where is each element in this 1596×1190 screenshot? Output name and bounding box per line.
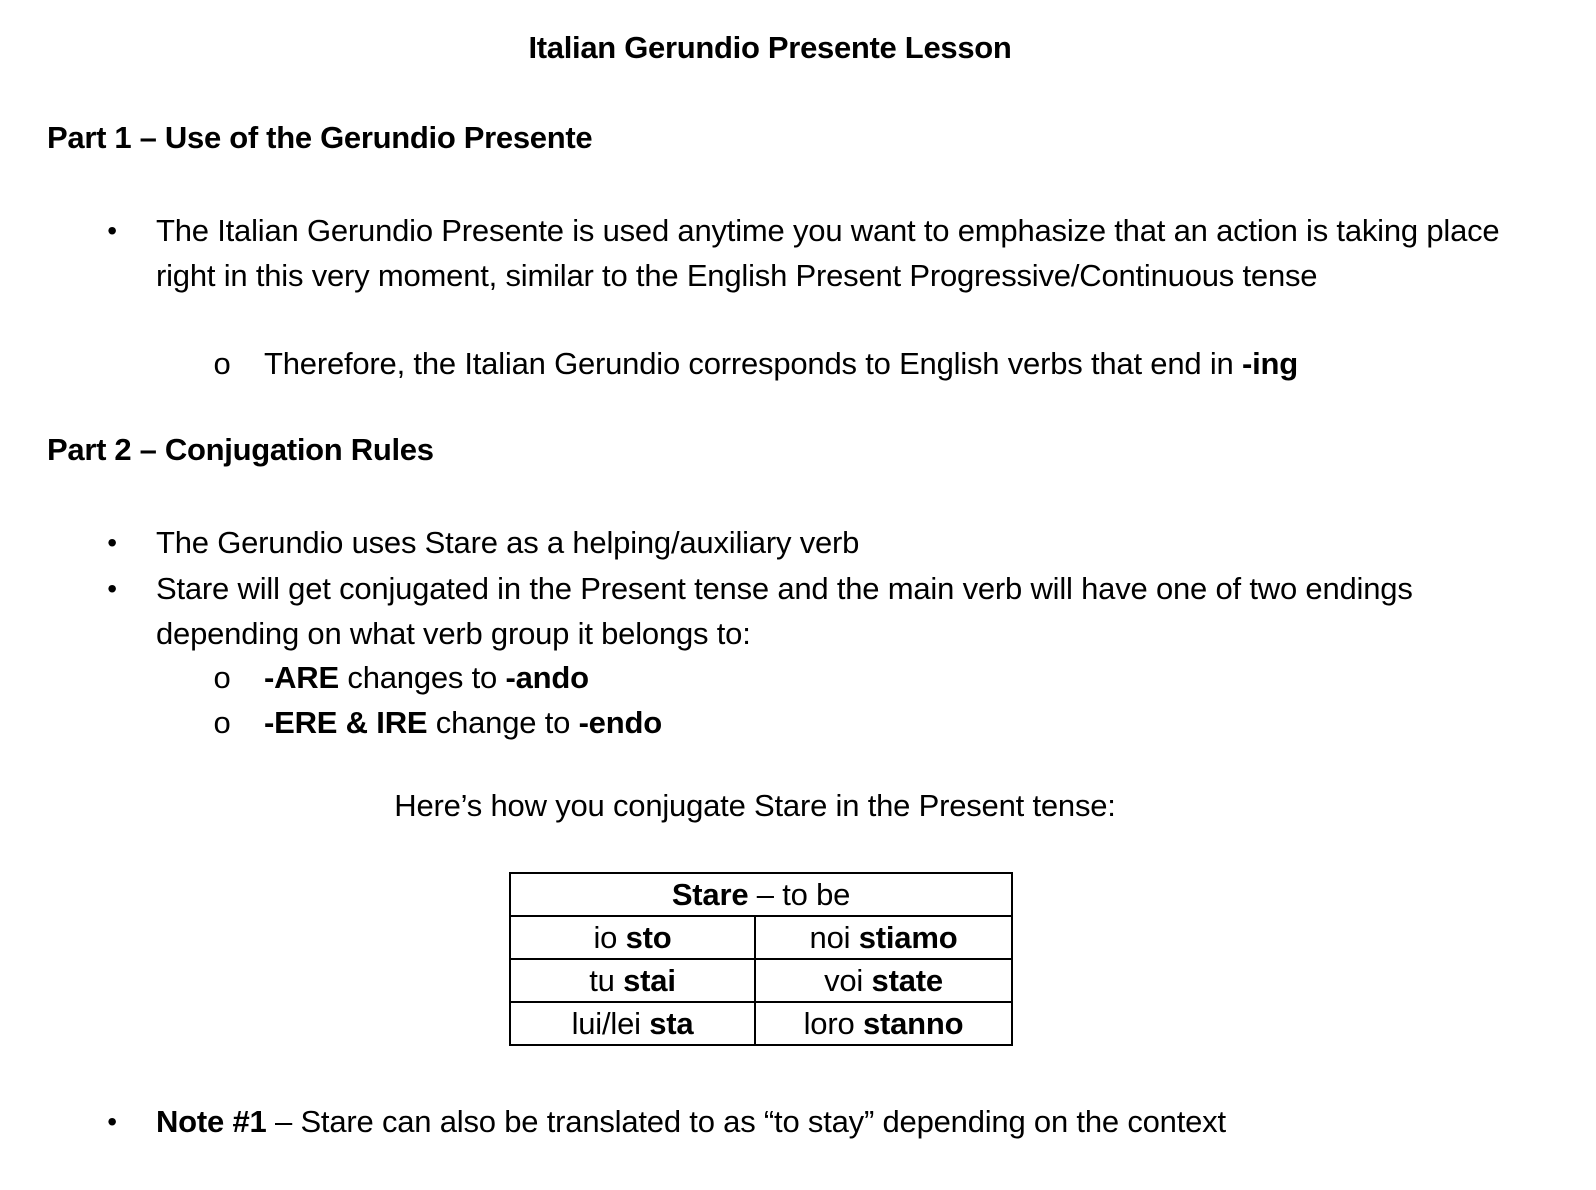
- sub-bullet-icon: o: [213, 346, 231, 381]
- table-cell: [510, 1002, 755, 1045]
- table-cell: [755, 1002, 1012, 1045]
- pronoun: tu: [589, 962, 624, 998]
- table-intro: Here’s how you conjugate Stare in the Present tense:: [394, 788, 1116, 823]
- note1-text: – Stare can also be translated to as “to stay” depending on the context: [266, 1104, 1226, 1139]
- part2-bullet-1-text: The Gerundio uses Stare as a helping/auxiliary verb: [156, 525, 860, 560]
- table-row: [510, 959, 1012, 1002]
- pronoun: io: [593, 919, 626, 955]
- pronoun: lui/lei: [571, 1005, 650, 1041]
- part2-heading: Part 2 – Conjugation Rules: [47, 432, 434, 467]
- sub-bullet-icon: o: [213, 705, 231, 740]
- verb-form: sto: [625, 919, 672, 955]
- bullet-icon: •: [107, 1106, 117, 1137]
- pronoun: noi: [809, 919, 859, 955]
- table-cell: [510, 916, 755, 959]
- table-row: [510, 916, 1012, 959]
- part1-heading: Part 1 – Use of the Gerundio Presente: [47, 120, 593, 155]
- pronoun: voi: [824, 962, 872, 998]
- table-cell: [755, 959, 1012, 1002]
- verb-form: state: [871, 962, 943, 998]
- part1-sub-bullet-bold: -ing: [1241, 346, 1298, 381]
- note1-label: Note #1: [156, 1104, 267, 1139]
- table-header-row: [510, 873, 1012, 916]
- table-row: [510, 1002, 1012, 1045]
- part1-bullet-1: [100, 209, 1540, 298]
- part1-sub-bullet-text: Therefore, the Italian Gerundio corresponds to English verbs that end in: [264, 346, 1242, 381]
- ando-ending: -ando: [505, 660, 589, 695]
- sub-bullet-icon: o: [213, 660, 231, 695]
- part2-bullet-2: [100, 567, 1540, 656]
- stare-conjugation-table: [509, 872, 1013, 1046]
- verb-form: stai: [623, 962, 676, 998]
- table-cell: [755, 916, 1012, 959]
- table-header-verb: Stare: [671, 876, 749, 912]
- table-header-meaning: – to be: [748, 876, 851, 912]
- part2-bullet-2-text: Stare will get conjugated in the Present tense and the main verb will have one of two endings depending on what verb group it belongs to:: [156, 571, 1413, 651]
- bullet-icon: •: [107, 573, 117, 604]
- document-title: Italian Gerundio Presente Lesson: [528, 30, 1012, 65]
- verb-form: sta: [649, 1005, 694, 1041]
- ere-rule-text: change to: [427, 705, 579, 740]
- note1-bullet: [100, 1100, 1540, 1145]
- are-ending: -ARE: [264, 660, 339, 695]
- part1-sub-bullet-1: [210, 342, 1540, 387]
- bullet-icon: •: [107, 215, 117, 246]
- verb-form: stiamo: [858, 919, 958, 955]
- pronoun: loro: [803, 1005, 863, 1041]
- part2-sub-bullet-1: [210, 656, 1540, 701]
- endo-ending: -endo: [578, 705, 662, 740]
- part1-bullet-1-text: The Italian Gerundio Presente is used anytime you want to emphasize that an action is taking place right in this very moment, similar to the English Present Progressive/Continuous tense: [156, 213, 1500, 293]
- verb-form: stanno: [862, 1005, 964, 1041]
- part2-bullet-1: [100, 521, 1540, 566]
- table-header: [510, 873, 1012, 916]
- are-rule-text: changes to: [338, 660, 506, 695]
- table-cell: [510, 959, 755, 1002]
- bullet-icon: •: [107, 527, 117, 558]
- ere-ire-ending: -ERE & IRE: [264, 705, 428, 740]
- part2-sub-bullet-2: [210, 701, 1540, 746]
